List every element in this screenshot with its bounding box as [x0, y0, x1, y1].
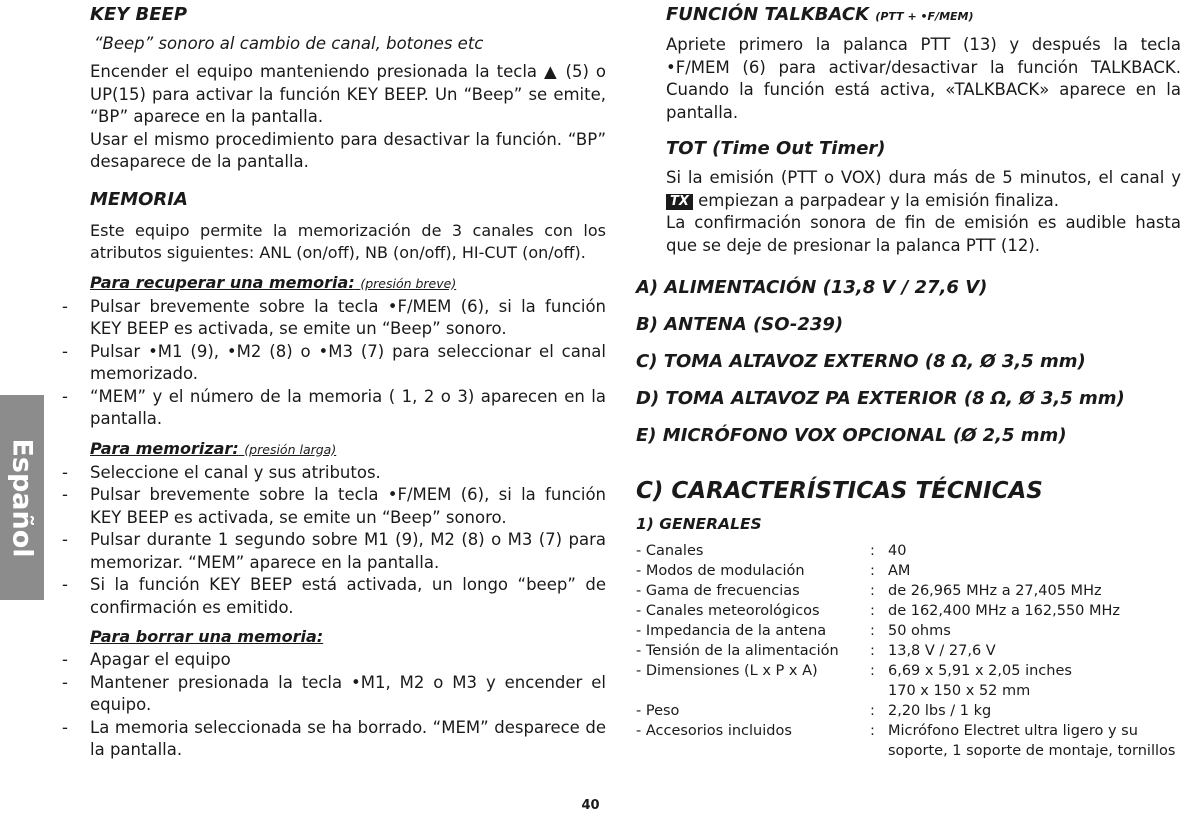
erase-item: - Mantener presionada la tecla •M1, M2 o M3 y encender el equipo.: [58, 672, 606, 717]
spec-row: [636, 541, 1181, 561]
spec-value: 2,20 lbs / 1 kg: [888, 703, 992, 719]
spec-value: 40: [888, 543, 907, 559]
spec-colon: :: [870, 643, 875, 659]
recall-label-text: Para recuperar una memoria:: [90, 272, 355, 292]
section-heading: C) TOMA ALTAVOZ EXTERNO (8 Ω, Ø 3,5 mm): [636, 351, 1086, 372]
spec-row: [636, 561, 1181, 581]
memoria-p1: Este equipo permite la memorización de 3 canales con los atributos siguientes: ANL (on/off), NB (on/off), HI-CUT (on/off).: [90, 220, 606, 262]
section-heading: D) TOMA ALTAVOZ PA EXTERIOR (8 Ω, Ø 3,5 mm): [636, 388, 1125, 409]
recall-item: - Pulsar •M1 (9), •M2 (8) o •M3 (7) para seleccionar el canal memorizado.: [58, 341, 606, 386]
memoria-title: MEMORIA: [90, 188, 188, 210]
talkback-p1: Apriete primero la palanca PTT (13) y después la tecla •F/MEM (6) para activar/desactivar la función TALKBACK. Cuando la función está activa, «TALKBACK» aparece en la pantalla.: [666, 35, 1181, 122]
spec-value: 50 ohms: [888, 623, 951, 639]
section-heading: E) MICRÓFONO VOX OPCIONAL (Ø 2,5 mm): [636, 425, 1067, 446]
spec-row: [636, 721, 1181, 761]
tot-p1-a: Si la emisión (PTT o VOX) dura más de 5 minutos, el canal y: [666, 168, 1181, 187]
spec-value-cell: [888, 561, 1181, 581]
spec-colon: :: [870, 583, 875, 599]
spec-colon: :: [870, 543, 875, 559]
general-title: 1) GENERALES: [636, 515, 762, 533]
spec-value: 13,8 V / 27,6 V: [888, 643, 996, 659]
spec-key: - Dimensiones (L x P x A): [636, 663, 818, 679]
store-item: - Pulsar brevemente sobre la tecla •F/MEM (6), si la función KEY BEEP es activada, se emite un “Beep” sonoro.: [58, 484, 606, 529]
spec-key: - Accesorios incluidos: [636, 723, 792, 739]
spec-value-cell: [888, 581, 1181, 601]
spec-value-line2: 170 x 150 x 52 mm: [888, 683, 1031, 699]
spec-row: [636, 701, 1181, 721]
spec-value-cell: [888, 721, 1181, 761]
tot-title: TOT (Time Out Timer): [666, 138, 886, 159]
spec-row: [636, 641, 1181, 661]
erase-item: - La memoria seleccionada se ha borrado. “MEM” desparece de la pantalla.: [58, 717, 606, 762]
spec-colon: :: [870, 603, 875, 619]
erase-item: - Apagar el equipo: [58, 649, 606, 672]
recall-item: - Pulsar brevemente sobre la tecla •F/MEM (6), si la función KEY BEEP es activada, se emite un “Beep” sonoro.: [58, 296, 606, 341]
store-item: - Seleccione el canal y sus atributos.: [58, 462, 606, 485]
spec-value: Micrófono Electret ultra ligero y su: [888, 723, 1138, 739]
store-item: - Si la función KEY BEEP está activada, un longo “beep” de confirmación es emitido.: [58, 574, 606, 619]
spec-key: - Canales: [636, 543, 704, 559]
spec-row: [636, 581, 1181, 601]
specs-title: C) CARACTERÍSTICAS TÉCNICAS: [636, 478, 1043, 504]
connector-sections: [636, 269, 1181, 454]
spec-value-cell: [888, 641, 1181, 661]
talkback-title: [636, 2, 1181, 30]
spec-key: - Canales meteorológicos: [636, 603, 820, 619]
spec-value-cell: [888, 621, 1181, 641]
spec-value: 6,69 x 5,91 x 2,05 inches: [888, 663, 1072, 679]
spec-row: [636, 601, 1181, 621]
right-column: [636, 2, 1181, 761]
spec-key: - Gama de frecuencias: [636, 583, 800, 599]
key-beep-title: KEY BEEP: [90, 4, 188, 25]
talkback-title-note: (PTT + •F/MEM): [875, 10, 974, 23]
spec-value-cell: [888, 661, 1181, 701]
spec-value: AM: [888, 563, 911, 579]
store-label-text: Para memorizar:: [90, 438, 239, 458]
tot-p1-b: empiezan a parpadear y la emisión finaliza.: [698, 190, 1060, 210]
section-heading: B) ANTENA (SO-239): [636, 314, 844, 335]
recall-item: - “MEM” y el número de la memoria ( 1, 2 o 3) aparecen en la pantalla.: [58, 386, 606, 431]
spec-colon: :: [870, 723, 875, 739]
spec-key: - Impedancia de la antena: [636, 623, 827, 639]
specs-table: [636, 541, 1181, 761]
store-item: - Pulsar durante 1 segundo sobre M1 (9), M2 (8) o M3 (7) para memorizar. “MEM” aparece en la pantalla.: [58, 529, 606, 574]
spec-colon: :: [870, 563, 875, 579]
tot-p1: [636, 167, 1181, 212]
language-label: Español: [6, 437, 38, 558]
store-label-note: (presión larga): [244, 441, 337, 457]
store-label: [58, 437, 606, 462]
key-beep-p1: Encender el equipo manteniendo presionada la tecla ▲ (5) o UP(15) para activar la función KEY BEEP. Un “Beep” se emite, “BP” aparece en la pantalla.: [90, 62, 606, 126]
page-number: 40: [581, 798, 600, 813]
spec-key: - Peso: [636, 703, 680, 719]
recall-label-note: (presión breve): [360, 275, 457, 291]
recall-label: [58, 271, 606, 296]
spec-colon: :: [870, 663, 875, 679]
spec-colon: :: [870, 703, 875, 719]
erase-label: Para borrar una memoria:: [90, 627, 324, 646]
spec-row: [636, 621, 1181, 641]
spec-value: de 162,400 MHz a 162,550 MHz: [888, 603, 1121, 619]
tot-p2: La confirmación sonora de fin de emisión es audible hasta que se deje de presionar la palanca PTT (12).: [666, 213, 1181, 255]
language-side-tab: [0, 395, 44, 600]
spec-row: [636, 661, 1181, 701]
spec-key: - Tensión de la alimentación: [636, 643, 839, 659]
talkback-title-text: FUNCIÓN TALKBACK: [666, 4, 870, 25]
spec-value-line2: soporte, 1 soporte de montaje, tornillos: [888, 743, 1176, 759]
tx-icon: TX: [666, 194, 693, 210]
spec-key: - Modos de modulación: [636, 563, 805, 579]
key-beep-subtitle: “Beep” sonoro al cambio de canal, botones etc: [94, 34, 484, 53]
section-heading: A) ALIMENTACIÓN (13,8 V / 27,6 V): [636, 277, 988, 298]
spec-value-cell: [888, 701, 1181, 721]
spec-colon: :: [870, 623, 875, 639]
key-beep-p2: Usar el mismo procedimiento para desactivar la función. “BP” desaparece de la pantalla.: [90, 129, 606, 171]
spec-value: de 26,965 MHz a 27,405 MHz: [888, 583, 1102, 599]
left-column: [58, 2, 606, 762]
spec-value-cell: [888, 601, 1181, 621]
spec-value-cell: [888, 541, 1181, 561]
